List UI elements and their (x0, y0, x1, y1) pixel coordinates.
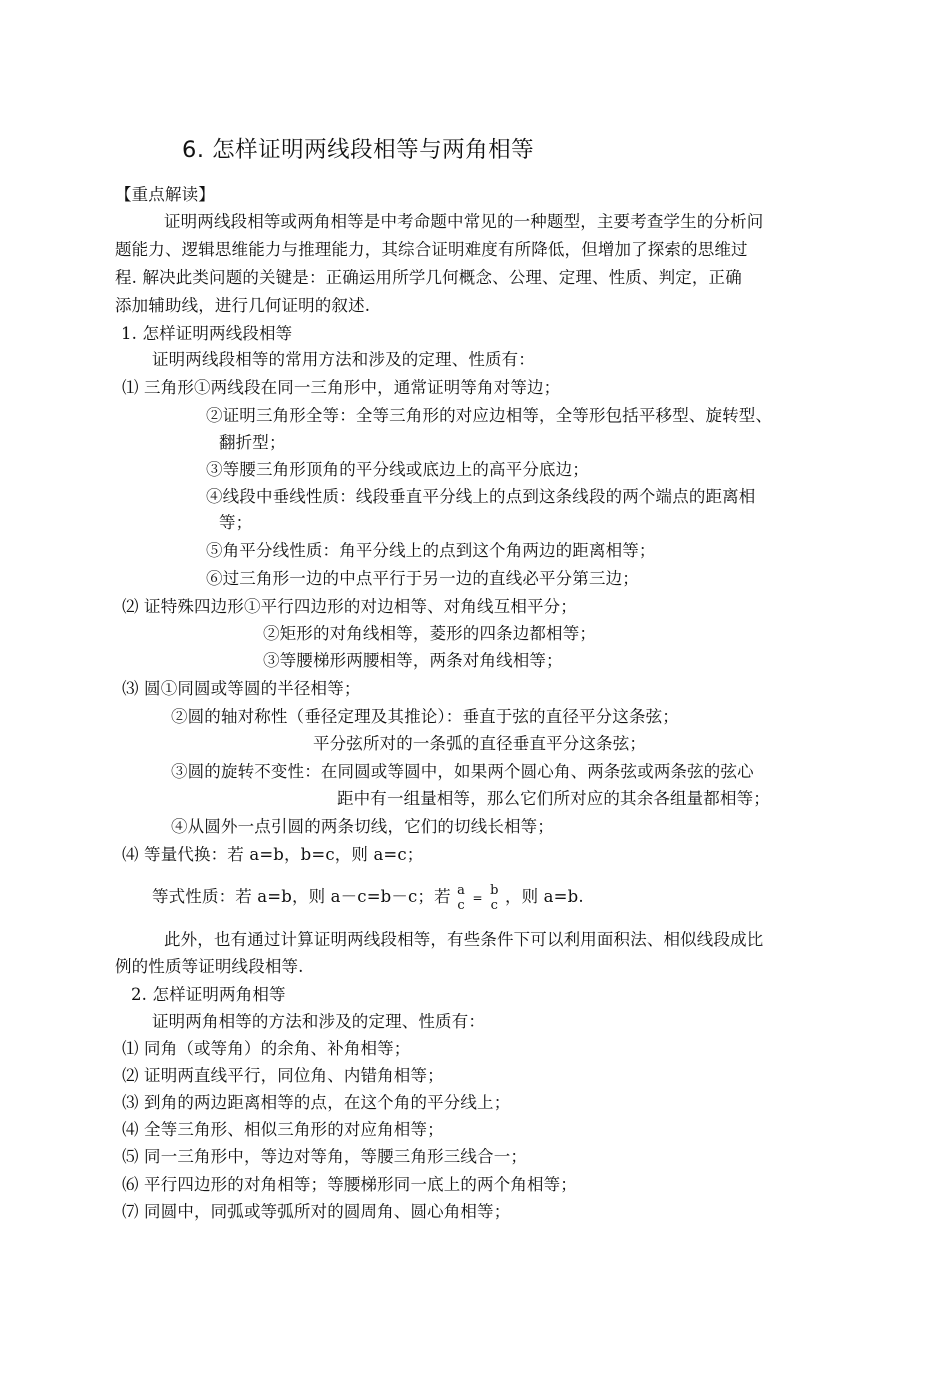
part2-lead: 证明两角相等的方法和涉及的定理、性质有： (152, 1012, 485, 1031)
list-item: ②圆的轴对称性（垂径定理及其推论）：垂直于弦的直径平分这条弦； (171, 707, 679, 726)
list-item: ⑷ 全等三角形、相似三角形的对应角相等； (122, 1120, 444, 1139)
part1-lead: 证明两线段相等的常用方法和涉及的定理、性质有： (152, 350, 535, 369)
intro-line: 添加辅助线，进行几何证明的叙述. (115, 296, 371, 315)
intro-line: 题能力、逻辑思维能力与推理能力，其综合证明难度有所降低，但增加了探索的思维过 (115, 240, 748, 259)
list-item: ④从圆外一点引圆的两条切线，它们的切线长相等； (171, 817, 554, 836)
list-item: ⑹ 平行四边形的对角相等；等腰梯形同一底上的两个角相等； (122, 1175, 577, 1194)
equation-property-item (152, 880, 584, 915)
list-item: ④线段中垂线性质：线段垂直平分线上的点到这条线段的两个端点的距离相 (206, 487, 756, 506)
list-item: ⑵ 证明两直线平行，同位角、内错角相等； (122, 1066, 444, 1085)
fraction-a-over-c (457, 883, 465, 913)
equals-sign: = (472, 890, 483, 905)
list-item: ⑵ 证特殊四边形①平行四边形的对边相等、对角线互相平分； (122, 597, 577, 616)
list-item: ③等腰梯形两腰相等，两条对角线相等； (263, 651, 563, 670)
page-title: 6. 怎样证明两线段相等与两角相等 (182, 137, 535, 163)
section-heading: 【重点解读】 (115, 185, 215, 204)
fraction-denominator: c (490, 897, 499, 913)
list-item: 平分弦所对的一条弧的直径垂直平分这条弦； (313, 734, 646, 753)
equation-text-after: ，则 a=b. (504, 887, 584, 906)
list-item: ⑥过三角形一边的中点平行于另一边的直线必平分第三边； (206, 569, 639, 588)
list-item: ②矩形的对角线相等，菱形的四条边都相等； (263, 624, 596, 643)
equation-text-before: 等式性质：若 a=b，则 a－c=b－c；若 (152, 887, 451, 906)
part2-heading: 2. 怎样证明两角相等 (131, 985, 286, 1004)
list-item: ③圆的旋转不变性：在同圆或等圆中，如果两个圆心角、两条弦或两条弦的弦心 (171, 762, 754, 781)
list-item: ⑴ 三角形①两线段在同一三角形中，通常证明等角对等边； (122, 378, 561, 397)
list-item: ⑶ 到角的两边距离相等的点，在这个角的平分线上； (122, 1093, 511, 1112)
list-item: ⑺ 同圆中，同弧或等弧所对的圆周角、圆心角相等； (122, 1202, 511, 1221)
list-item: ⑸ 同一三角形中，等边对等角，等腰三角形三线合一； (122, 1147, 527, 1166)
list-item: ②证明三角形全等：全等三角形的对应边相等，全等形包括平移型、旋转型、 (206, 406, 773, 425)
list-item: ③等腰三角形顶角的平分线或底边上的高平分底边； (206, 460, 589, 479)
intro-line: 程. 解决此类问题的关键是：正确运用所学几何概念、公理、定理、性质、判定，正确 (115, 268, 742, 287)
extra-line: 例的性质等证明线段相等. (115, 957, 304, 976)
list-item: 等； (219, 513, 253, 532)
fraction-denominator: c (457, 897, 465, 913)
intro-line: 证明两线段相等或两角相等是中考命题中常见的一种题型，主要考查学生的分析问 (164, 212, 764, 231)
list-item: ⑶ 圆①同圆或等圆的半径相等； (122, 679, 361, 698)
list-item: 距中有一组量相等，那么它们所对应的其余各组量都相等； (337, 789, 770, 808)
list-item: 翻折型； (219, 433, 286, 452)
fraction-b-over-c (490, 883, 498, 913)
extra-line: 此外，也有通过计算证明两线段相等，有些条件下可以利用面积法、相似线段成比 (164, 930, 764, 949)
substitution-item: ⑷ 等量代换：若 a=b，b=c，则 a=c； (122, 845, 424, 864)
fraction-numerator: b (490, 882, 499, 898)
part1-heading: 1. 怎样证明两线段相等 (121, 324, 293, 343)
list-item: ⑤角平分线性质：角平分线上的点到这个角两边的距离相等； (206, 541, 656, 560)
list-item: ⑴ 同角（或等角）的余角、补角相等； (122, 1039, 411, 1058)
fraction-numerator: a (457, 882, 466, 898)
